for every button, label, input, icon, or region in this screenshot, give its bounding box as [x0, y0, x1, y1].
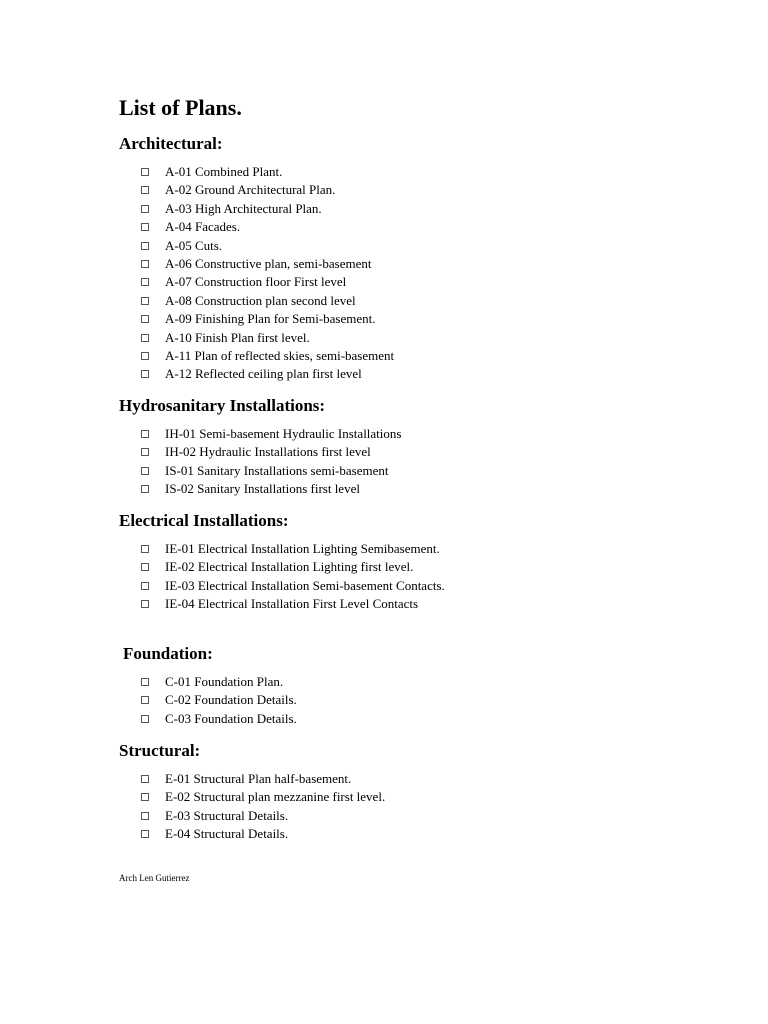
checkbox-bullet-icon	[141, 678, 149, 686]
checkbox-bullet-icon	[141, 485, 149, 493]
checkbox-bullet-icon	[141, 205, 149, 213]
checkbox-bullet-icon	[141, 370, 149, 378]
checkbox-bullet-icon	[141, 545, 149, 553]
author-footer: Arch Len Gutierrez	[119, 873, 190, 883]
page-title: List of Plans.	[119, 95, 242, 120]
checkbox-bullet-icon	[141, 563, 149, 571]
checkbox-bullet-icon	[141, 430, 149, 438]
checkbox-bullet-icon	[141, 242, 149, 250]
checkbox-bullet-icon	[141, 260, 149, 268]
section-heading: Architectural:	[119, 134, 223, 153]
checkbox-bullet-icon	[141, 352, 149, 360]
section-heading: Hydrosanitary Installations:	[119, 396, 326, 415]
checkbox-bullet-icon	[141, 775, 149, 783]
checkbox-bullet-icon	[141, 186, 149, 194]
checkbox-bullet-icon	[141, 297, 149, 305]
checkbox-bullet-icon	[141, 223, 149, 231]
checkbox-bullet-icon	[141, 168, 149, 176]
checkbox-bullet-icon	[141, 696, 149, 704]
checkbox-bullet-icon	[141, 278, 149, 286]
checkbox-bullet-icon	[141, 793, 149, 801]
checkbox-bullet-icon	[141, 582, 149, 590]
checkbox-bullet-icon	[141, 334, 149, 342]
document-page: List of Plans. Architectural: A-01 Combined Plant. A-02 Ground Architectural Plan. A-03 High Architectural Plan. A-04 Facades. A-05 Cuts. A-06 Constructive plan, semi-basement A-07 Construction floor First level A-08 Construction plan second level A-09 Finishing Plan for Semi-basement. A-10 Finish Plan first level. A-11 Plan of reflected skies, semi-basement A-12 Reflected ceiling plan first level Hydrosanitary Installations: IH-01 Semi-basement Hydraulic Installations IH-02 Hydraulic Installations first level IS-01 Sanitary Installations semi-basement IS-02 Sanitary Installations first level Electrical Installations: IE-01 Electrical Installation Lighting Semibasement. IE-02 Electrical Installation Lighting first level. IE-03 Electrical Installation Semi-basement Contacts. IE-04 Electrical Installation First Level Contacts Foundation: C-01 Foundation Plan. C-02 Foundation Details. C-03 Foundation Details. Structural: E-01 Structural Plan half-basement. E-02 Structural plan mezzanine first level. E-03 Structural Details. E-04 Structural Details. Arch Len Gutierrez	[119, 95, 445, 883]
checkbox-bullet-icon	[141, 830, 149, 838]
checkbox-bullet-icon	[141, 467, 149, 475]
section-heading: Structural:	[119, 741, 201, 760]
checkbox-bullet-icon	[141, 715, 149, 723]
checkbox-bullet-icon	[141, 600, 149, 608]
checkbox-bullet-icon	[141, 812, 149, 820]
section-heading: Electrical Installations:	[119, 511, 289, 530]
section-heading: Foundation:	[123, 644, 213, 663]
checkbox-bullet-icon	[141, 448, 149, 456]
checkbox-bullet-icon	[141, 315, 149, 323]
